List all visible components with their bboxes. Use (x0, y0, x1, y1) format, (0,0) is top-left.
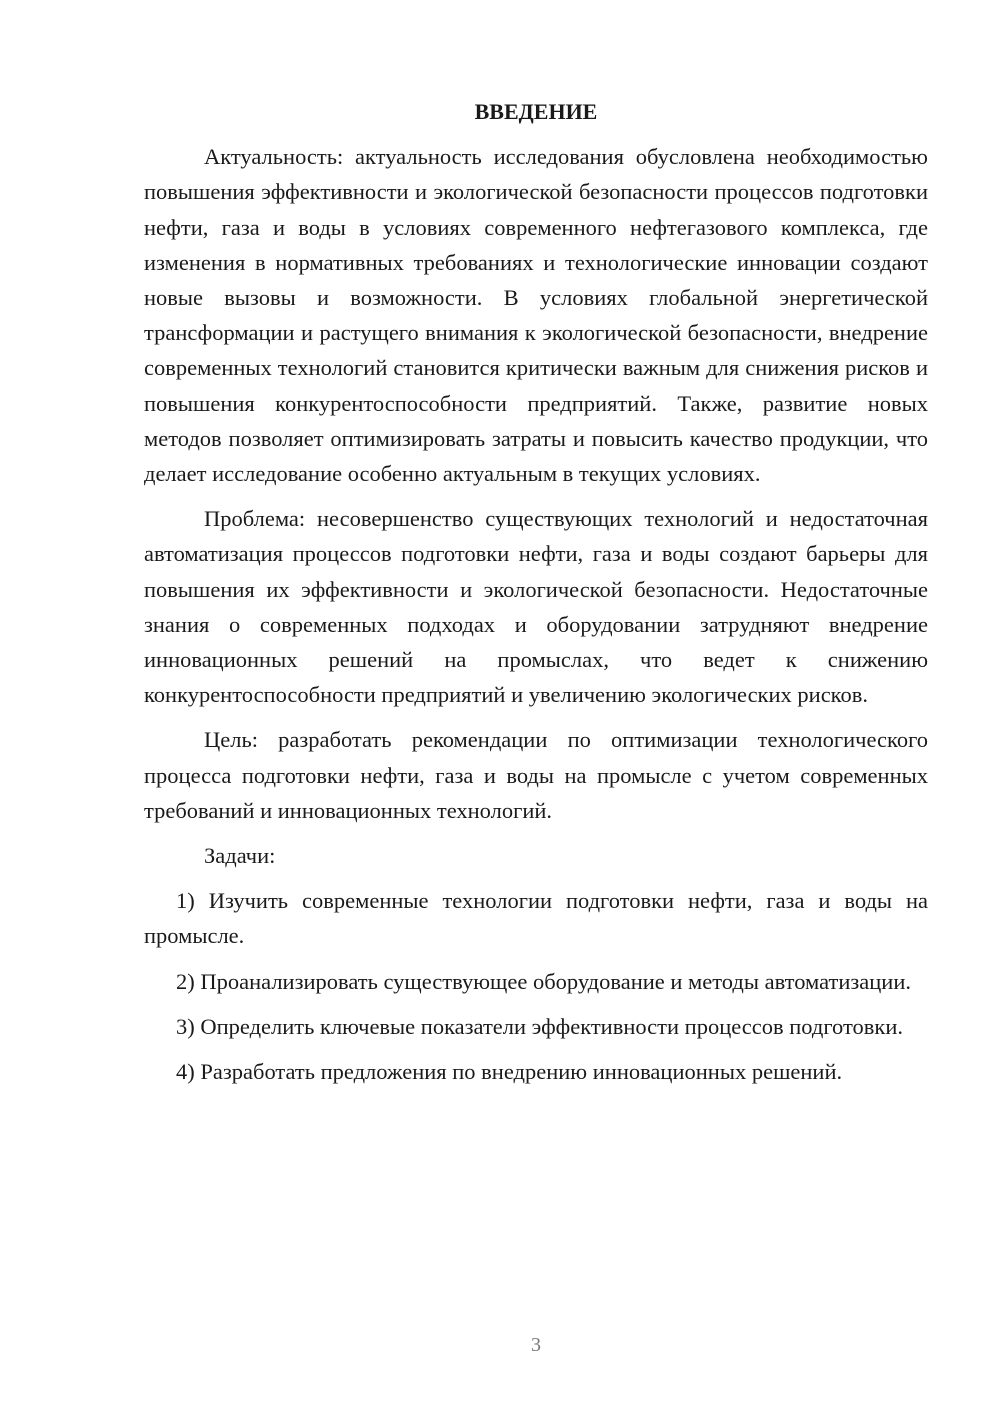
task-item: 4) Разработать предложения по внедрению инновационных решений. (176, 1059, 843, 1085)
paragraph-goal: Цель: разработать рекомендации по оптимизации технологического процесса подготовки нефти, газа и воды на промысле с учетом современных требований и инновационных технологий. (144, 727, 928, 823)
page-content (144, 94, 928, 1099)
page-number: 3 (531, 1334, 541, 1356)
paragraph-relevance: Актуальность: актуальность исследования обусловлена необходимостью повышения эффективности и экологической безопасности процессов подготовки нефти, газа и воды в условиях современного нефтегазового комплекса, где изменения в нормативных требованиях и технологические инновации создают новые вызовы и возможности. В условиях глобальной энергетической трансформации и растущего внимания к экологической безопасности, внедрение современных технологий становится критически важным для снижения рисков и повышения конкурентоспособности предприятий. Также, развитие новых методов позволяет оптимизировать затраты и повысить качество продукции, что делает исследование особенно актуальным в текущих условиях. (144, 144, 928, 487)
tasks-heading: Задачи: (204, 843, 276, 869)
task-item: 3) Определить ключевые показатели эффективности процессов подготовки. (176, 1013, 903, 1039)
paragraph-problem: Проблема: несовершенство существующих технологий и недостаточная автоматизация процессов подготовки нефти, газа и воды создают барьеры для повышения их эффективности и экологической безопасности. Недостаточные знания о современных подходах и оборудовании затрудняют внедрение инновационных решений на промыслах, что ведет к снижению конкурентоспособности предприятий и увеличению экологических рисков. (144, 506, 928, 708)
task-item: 2) Проанализировать существующее оборудование и методы автоматизации. (176, 968, 911, 994)
section-title: ВВЕДЕНИЕ (474, 99, 598, 124)
task-item: 1) Изучить современные технологии подготовки нефти, газа и воды на промысле. (144, 888, 928, 949)
